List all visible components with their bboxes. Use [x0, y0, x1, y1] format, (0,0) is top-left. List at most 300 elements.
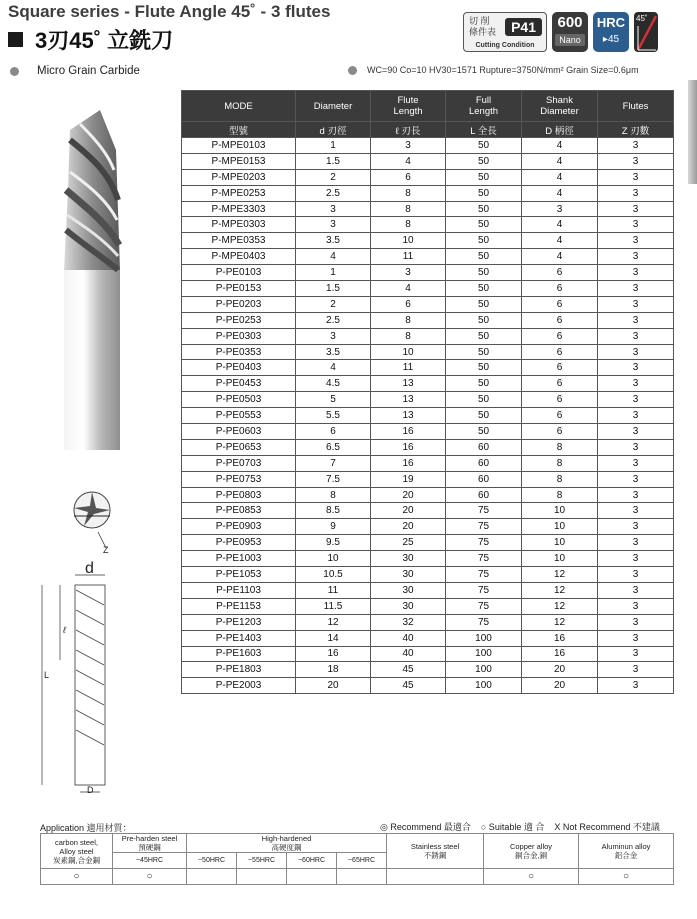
- table-cell: 50: [446, 233, 522, 249]
- table-row: [182, 265, 674, 281]
- bullet-icon: [10, 67, 19, 76]
- table-cell: 14: [296, 630, 371, 646]
- table-cell: 10: [371, 344, 446, 360]
- helix-angle-badge: [634, 12, 658, 52]
- table-cell: 12: [296, 614, 371, 630]
- table-cell: 11: [296, 582, 371, 598]
- table-row: [182, 328, 674, 344]
- diagram-L-label: L: [44, 670, 50, 680]
- table-cell: 3: [598, 360, 674, 376]
- table-row: [182, 662, 674, 678]
- table-cell: 10.5: [296, 567, 371, 583]
- table-cell: 8: [522, 439, 598, 455]
- table-row: [182, 582, 674, 598]
- table-cell: 3: [598, 646, 674, 662]
- table-cell: P-PE1153: [182, 598, 296, 614]
- app-aluminum: Aluminun alloy 鋁合金: [579, 834, 674, 869]
- table-cell: 6: [522, 328, 598, 344]
- table-cell: 50: [446, 185, 522, 201]
- table-cell: 3.5: [296, 344, 371, 360]
- table-cell: P-PE0103: [182, 265, 296, 281]
- table-cell: 30: [371, 551, 446, 567]
- table-cell: 2: [296, 169, 371, 185]
- app-carbon-steel: carbon steel, Alloy steel 炭素鋼,合金鋼: [41, 834, 113, 869]
- table-row: [182, 312, 674, 328]
- hrc-value: ▸45: [602, 34, 620, 45]
- bullet-icon: [348, 66, 357, 75]
- table-cell: P-PE1803: [182, 662, 296, 678]
- table-cell: 4: [296, 249, 371, 265]
- table-cell: 3: [598, 265, 674, 281]
- table-cell: 4: [522, 249, 598, 265]
- table-cell: 75: [446, 535, 522, 551]
- col-flute-length: Flute Length: [371, 91, 446, 122]
- table-row: [182, 296, 674, 312]
- material-text: Micro Grain Carbide: [37, 65, 140, 77]
- table-cell: 7.5: [296, 471, 371, 487]
- table-cell: P-PE0703: [182, 455, 296, 471]
- table-cell: 3: [598, 217, 674, 233]
- table-cell: 1: [296, 265, 371, 281]
- table-cell: 60: [446, 471, 522, 487]
- table-cell: 20: [371, 487, 446, 503]
- table-cell: 75: [446, 582, 522, 598]
- table-cell: 3: [598, 439, 674, 455]
- end-mill-image: [0, 80, 180, 800]
- table-cell: 6: [522, 360, 598, 376]
- col-full-length-zh: L 全長: [446, 122, 522, 138]
- table-cell: P-MPE0253: [182, 185, 296, 201]
- table-cell: 3: [598, 630, 674, 646]
- table-cell: P-PE0503: [182, 392, 296, 408]
- page-title-zh-text: 3刃45˚ 立銑刀: [35, 28, 174, 53]
- table-cell: 45: [371, 662, 446, 678]
- table-cell: P-PE1203: [182, 614, 296, 630]
- mark-h60: [287, 869, 337, 885]
- table-cell: 50: [446, 138, 522, 154]
- table-cell: 4: [522, 153, 598, 169]
- table-row: [182, 138, 674, 154]
- table-cell: 6: [522, 376, 598, 392]
- table-cell: 5: [296, 392, 371, 408]
- coating-name: Nano: [555, 34, 585, 46]
- table-cell: P-PE1603: [182, 646, 296, 662]
- table-cell: 3: [598, 455, 674, 471]
- table-row: [182, 598, 674, 614]
- table-cell: P-PE1003: [182, 551, 296, 567]
- mark-pre: ○: [113, 869, 187, 885]
- table-cell: 4: [522, 169, 598, 185]
- app-hrc-65: ~65HRC: [337, 853, 387, 869]
- material-spec-line: [348, 65, 639, 75]
- table-cell: P-PE0153: [182, 281, 296, 297]
- diagram-z-label: Z: [103, 545, 109, 555]
- app-hrc-50: ~50HRC: [187, 853, 237, 869]
- table-cell: 3: [296, 217, 371, 233]
- table-row: [182, 519, 674, 535]
- table-cell: 3: [522, 201, 598, 217]
- mark-carbon: ○: [41, 869, 113, 885]
- table-cell: 10: [296, 551, 371, 567]
- table-row: [182, 217, 674, 233]
- table-row: [182, 678, 674, 694]
- table-cell: 75: [446, 598, 522, 614]
- table-cell: 2: [296, 296, 371, 312]
- table-cell: 30: [371, 582, 446, 598]
- cutting-condition-label: Cutting Condition: [475, 42, 535, 49]
- table-row: [182, 201, 674, 217]
- application-legend: [380, 820, 660, 833]
- table-cell: 50: [446, 328, 522, 344]
- spec-header-row: [182, 91, 674, 122]
- table-cell: 13: [371, 376, 446, 392]
- coating-value: 600: [557, 14, 583, 31]
- table-cell: 6: [522, 344, 598, 360]
- table-cell: P-PE0453: [182, 376, 296, 392]
- table-cell: 50: [446, 217, 522, 233]
- table-cell: 3: [371, 138, 446, 154]
- coating-badge: [552, 12, 588, 52]
- table-cell: 6: [522, 281, 598, 297]
- table-cell: 50: [446, 296, 522, 312]
- table-cell: 12: [522, 567, 598, 583]
- table-row: [182, 408, 674, 424]
- table-cell: P-MPE0353: [182, 233, 296, 249]
- table-cell: 3: [598, 519, 674, 535]
- table-cell: 3: [371, 265, 446, 281]
- table-cell: 3: [598, 328, 674, 344]
- table-cell: 8: [522, 471, 598, 487]
- table-cell: 3: [598, 471, 674, 487]
- table-cell: P-PE0953: [182, 535, 296, 551]
- table-cell: 2.5: [296, 312, 371, 328]
- table-cell: P-PE0403: [182, 360, 296, 376]
- table-cell: 13: [371, 392, 446, 408]
- table-row: [182, 392, 674, 408]
- table-cell: 12: [522, 598, 598, 614]
- table-row: [182, 344, 674, 360]
- table-cell: 11: [371, 249, 446, 265]
- table-cell: 13: [371, 408, 446, 424]
- hrc-badge: [593, 12, 629, 52]
- col-full-length: Full Length: [446, 91, 522, 122]
- table-cell: 3: [598, 424, 674, 440]
- table-cell: 20: [371, 503, 446, 519]
- app-stainless: Stainless steel 不銹鋼: [387, 834, 484, 869]
- table-cell: 9: [296, 519, 371, 535]
- table-cell: 3: [598, 598, 674, 614]
- material-line: [10, 65, 140, 77]
- table-cell: 8: [371, 201, 446, 217]
- table-row: [182, 424, 674, 440]
- table-cell: 100: [446, 678, 522, 694]
- table-cell: 16: [371, 439, 446, 455]
- table-cell: 3: [598, 567, 674, 583]
- col-flute-length-zh: ℓ 刃長: [371, 122, 446, 138]
- table-cell: 4.5: [296, 376, 371, 392]
- table-cell: 3: [598, 138, 674, 154]
- tool-illustration: [0, 80, 180, 805]
- table-cell: 1: [296, 138, 371, 154]
- table-cell: 8: [296, 487, 371, 503]
- table-cell: P-PE0903: [182, 519, 296, 535]
- table-cell: 11.5: [296, 598, 371, 614]
- table-cell: 75: [446, 567, 522, 583]
- table-cell: 8: [371, 328, 446, 344]
- mark-h65: [337, 869, 387, 885]
- table-cell: 4: [522, 233, 598, 249]
- table-cell: 8: [371, 185, 446, 201]
- table-cell: 3.5: [296, 233, 371, 249]
- table-row: [182, 487, 674, 503]
- badge-group: [463, 12, 658, 52]
- table-cell: 3: [598, 296, 674, 312]
- table-cell: 25: [371, 535, 446, 551]
- table-cell: P-PE0653: [182, 439, 296, 455]
- table-cell: 3: [598, 503, 674, 519]
- helix-angle-value: 45˚: [636, 14, 648, 23]
- table-row: [182, 503, 674, 519]
- cutting-condition-badge[interactable]: [463, 12, 547, 52]
- app-hrc-55: ~55HRC: [237, 853, 287, 869]
- mark-h50: [187, 869, 237, 885]
- table-cell: P-PE0553: [182, 408, 296, 424]
- app-pre-harden: Pre-harden steel 預硬鋼: [113, 834, 187, 853]
- mark-copper: ○: [484, 869, 579, 885]
- table-cell: 3: [598, 408, 674, 424]
- table-cell: 8: [371, 217, 446, 233]
- col-flutes-zh: Z 刃數: [598, 122, 674, 138]
- table-row: [182, 551, 674, 567]
- application-label: Application 適用材質：: [40, 823, 132, 833]
- table-row: [182, 455, 674, 471]
- table-cell: 75: [446, 519, 522, 535]
- table-cell: 50: [446, 281, 522, 297]
- table-cell: 11: [371, 360, 446, 376]
- table-cell: P-PE1053: [182, 567, 296, 583]
- mark-aluminum: ○: [579, 869, 674, 885]
- table-cell: P-PE0353: [182, 344, 296, 360]
- table-cell: 7: [296, 455, 371, 471]
- table-cell: P-PE0303: [182, 328, 296, 344]
- table-cell: 50: [446, 169, 522, 185]
- table-cell: 3: [598, 312, 674, 328]
- table-cell: 3: [598, 201, 674, 217]
- diagram-D-label: D: [87, 785, 94, 795]
- table-cell: 12: [522, 582, 598, 598]
- cutting-zh-line2: 條件表: [469, 27, 497, 37]
- table-cell: 1.5: [296, 153, 371, 169]
- table-cell: 32: [371, 614, 446, 630]
- table-cell: 3: [598, 233, 674, 249]
- table-row: [182, 646, 674, 662]
- table-cell: P-PE0253: [182, 312, 296, 328]
- page-title-en: Square series - Flute Angle 45˚ - 3 flutes: [8, 2, 331, 21]
- table-cell: 19: [371, 471, 446, 487]
- table-row: [182, 614, 674, 630]
- table-cell: 50: [446, 153, 522, 169]
- table-cell: 10: [522, 551, 598, 567]
- legend-not-recommend: X Not Recommend 不建議: [554, 822, 660, 832]
- table-cell: 6: [522, 408, 598, 424]
- table-cell: 10: [522, 519, 598, 535]
- table-cell: 18: [296, 662, 371, 678]
- table-cell: 3: [598, 344, 674, 360]
- table-cell: 12: [522, 614, 598, 630]
- table-cell: 30: [371, 598, 446, 614]
- table-cell: 6.5: [296, 439, 371, 455]
- table-cell: P-MPE0303: [182, 217, 296, 233]
- table-cell: 3: [598, 376, 674, 392]
- table-cell: 60: [446, 455, 522, 471]
- table-cell: 50: [446, 265, 522, 281]
- table-cell: 40: [371, 646, 446, 662]
- table-cell: 100: [446, 662, 522, 678]
- table-cell: 10: [522, 535, 598, 551]
- table-cell: 4: [522, 185, 598, 201]
- table-cell: 4: [371, 153, 446, 169]
- table-row: [182, 233, 674, 249]
- table-cell: 45: [371, 678, 446, 694]
- col-shank-diameter: Shank Diameter: [522, 91, 598, 122]
- table-cell: 75: [446, 503, 522, 519]
- table-cell: 60: [446, 439, 522, 455]
- table-cell: 3: [598, 185, 674, 201]
- table-cell: 5.5: [296, 408, 371, 424]
- table-cell: P-MPE0103: [182, 138, 296, 154]
- table-cell: 3: [598, 535, 674, 551]
- table-cell: 50: [446, 408, 522, 424]
- table-row: [182, 376, 674, 392]
- table-cell: 6: [522, 312, 598, 328]
- col-shank-zh: D 柄徑: [522, 122, 598, 138]
- page-title-zh: [8, 24, 173, 55]
- table-cell: 4: [522, 217, 598, 233]
- table-cell: 40: [371, 630, 446, 646]
- table-cell: 50: [446, 344, 522, 360]
- mark-stainless: [387, 869, 484, 885]
- table-cell: 50: [446, 392, 522, 408]
- table-cell: 50: [446, 201, 522, 217]
- spec-subheader-row: [182, 122, 674, 138]
- table-cell: 75: [446, 551, 522, 567]
- table-cell: 6: [371, 169, 446, 185]
- table-row: [182, 439, 674, 455]
- table-cell: 8: [522, 455, 598, 471]
- table-cell: P-PE0853: [182, 503, 296, 519]
- table-cell: P-MPE3303: [182, 201, 296, 217]
- legend-suitable: ○ Suitable 適 合: [480, 822, 545, 832]
- table-cell: P-PE0603: [182, 424, 296, 440]
- col-diameter: Diameter: [296, 91, 371, 122]
- table-cell: P-MPE0403: [182, 249, 296, 265]
- col-diameter-zh: d 刃徑: [296, 122, 371, 138]
- table-cell: 30: [371, 567, 446, 583]
- table-row: [182, 153, 674, 169]
- app-pre-hrc: ~45HRC: [113, 853, 187, 869]
- table-cell: 50: [446, 249, 522, 265]
- mark-h55: [237, 869, 287, 885]
- app-high-hardened: High-hardened 高硬度鋼: [187, 834, 387, 853]
- table-cell: P-PE1403: [182, 630, 296, 646]
- table-cell: 3: [598, 153, 674, 169]
- cutting-code: P41: [505, 18, 542, 36]
- legend-recommend: ◎ Recommend 最適合: [380, 822, 471, 832]
- table-cell: P-PE0203: [182, 296, 296, 312]
- table-cell: 6: [296, 424, 371, 440]
- table-cell: 3: [296, 201, 371, 217]
- table-cell: 3: [598, 169, 674, 185]
- table-cell: 50: [446, 360, 522, 376]
- table-cell: 2.5: [296, 185, 371, 201]
- table-cell: P-PE0753: [182, 471, 296, 487]
- table-cell: 1.5: [296, 281, 371, 297]
- table-row: [182, 360, 674, 376]
- table-cell: 4: [371, 281, 446, 297]
- table-cell: P-PE0803: [182, 487, 296, 503]
- table-cell: 3: [598, 614, 674, 630]
- table-cell: 20: [522, 678, 598, 694]
- spec-table: [181, 90, 674, 694]
- table-row: [182, 567, 674, 583]
- app-copper: Copper alloy 銅合金,銅: [484, 834, 579, 869]
- square-bullet-icon: [8, 32, 23, 47]
- col-mode: MODE: [182, 91, 296, 122]
- table-cell: 50: [446, 312, 522, 328]
- app-marks-row: [41, 869, 674, 885]
- page-edge-tab: [688, 80, 697, 184]
- col-flutes: Flutes: [598, 91, 674, 122]
- table-cell: 8.5: [296, 503, 371, 519]
- table-cell: P-MPE0153: [182, 153, 296, 169]
- cutting-zh-line1: 切 削: [469, 16, 490, 26]
- table-cell: 100: [446, 630, 522, 646]
- col-mode-zh: 型號: [182, 122, 296, 138]
- table-row: [182, 249, 674, 265]
- application-table: [40, 833, 674, 885]
- table-cell: 8: [522, 487, 598, 503]
- table-cell: 3: [296, 328, 371, 344]
- table-cell: 16: [371, 455, 446, 471]
- table-cell: 3: [598, 487, 674, 503]
- table-cell: 6: [371, 296, 446, 312]
- table-cell: 3: [598, 678, 674, 694]
- table-cell: 10: [371, 233, 446, 249]
- table-row: [182, 169, 674, 185]
- table-row: [182, 630, 674, 646]
- diagram-l-label: ℓ: [63, 625, 66, 635]
- table-row: [182, 535, 674, 551]
- table-cell: 8: [371, 312, 446, 328]
- table-cell: 4: [522, 138, 598, 154]
- table-cell: 6: [522, 296, 598, 312]
- diagram-d-label: d: [85, 560, 94, 577]
- material-spec-text: WC=90 Co=10 HV30=1571 Rupture=3750N/mm² Grain Size=0.6μm: [367, 65, 639, 75]
- table-row: [182, 185, 674, 201]
- table-cell: 3: [598, 582, 674, 598]
- table-cell: 20: [522, 662, 598, 678]
- table-cell: 20: [371, 519, 446, 535]
- table-cell: P-PE2003: [182, 678, 296, 694]
- table-cell: 100: [446, 646, 522, 662]
- table-cell: 3: [598, 249, 674, 265]
- hrc-label: HRC: [596, 15, 626, 30]
- app-hrc-60: ~60HRC: [287, 853, 337, 869]
- table-cell: 16: [522, 630, 598, 646]
- table-cell: 60: [446, 487, 522, 503]
- table-cell: P-MPE0203: [182, 169, 296, 185]
- table-cell: 10: [522, 503, 598, 519]
